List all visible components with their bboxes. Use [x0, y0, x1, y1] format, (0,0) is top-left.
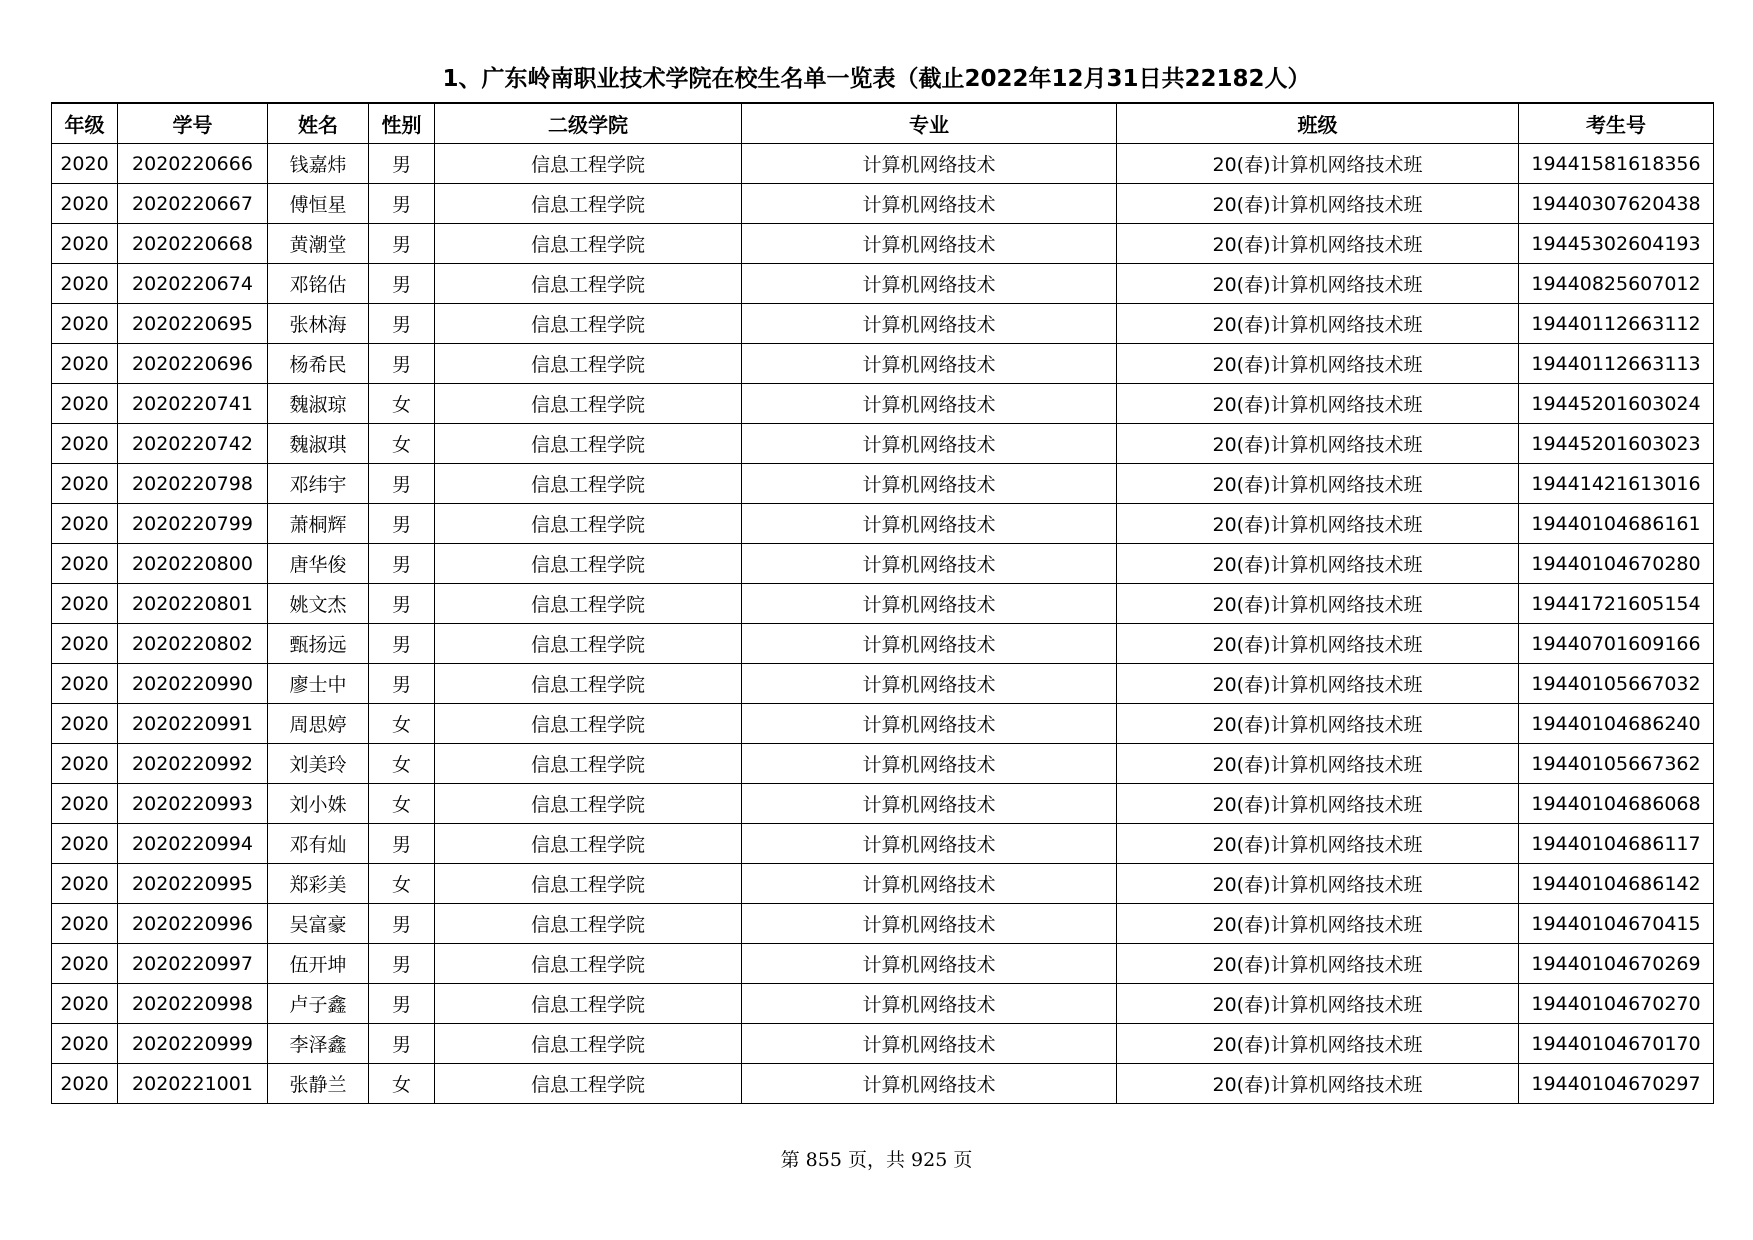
table-header-row — [52, 103, 1714, 144]
grade-cell: 2020 — [52, 224, 118, 264]
exam-number-cell: 19440104686161 — [1519, 504, 1714, 544]
college-cell: 信息工程学院 — [435, 504, 742, 544]
grade-cell: 2020 — [52, 1024, 118, 1064]
major-cell: 计算机网络技术 — [742, 984, 1117, 1024]
table-row — [52, 144, 1714, 184]
gender-cell: 男 — [369, 1024, 435, 1064]
name-cell: 姚文杰 — [268, 584, 369, 624]
student-id-cell: 2020220695 — [118, 304, 268, 344]
table-row — [52, 224, 1714, 264]
exam-number-cell: 19440104670280 — [1519, 544, 1714, 584]
table-row — [52, 424, 1714, 464]
table-row — [52, 824, 1714, 864]
gender-cell: 男 — [369, 504, 435, 544]
exam-number-cell: 19440105667362 — [1519, 744, 1714, 784]
column-header-gender: 性别 — [369, 103, 435, 144]
table-row — [52, 904, 1714, 944]
college-cell: 信息工程学院 — [435, 384, 742, 424]
class-cell: 20(春)计算机网络技术班 — [1117, 664, 1519, 704]
column-header-name: 姓名 — [268, 103, 369, 144]
major-cell: 计算机网络技术 — [742, 264, 1117, 304]
gender-cell: 男 — [369, 184, 435, 224]
name-cell: 杨希民 — [268, 344, 369, 384]
class-cell: 20(春)计算机网络技术班 — [1117, 264, 1519, 304]
grade-cell: 2020 — [52, 504, 118, 544]
major-cell: 计算机网络技术 — [742, 864, 1117, 904]
student-id-cell: 2020220800 — [118, 544, 268, 584]
exam-number-cell: 19440104670297 — [1519, 1064, 1714, 1104]
grade-cell: 2020 — [52, 944, 118, 984]
grade-cell: 2020 — [52, 184, 118, 224]
college-cell: 信息工程学院 — [435, 904, 742, 944]
class-cell: 20(春)计算机网络技术班 — [1117, 704, 1519, 744]
gender-cell: 男 — [369, 304, 435, 344]
grade-cell: 2020 — [52, 264, 118, 304]
name-cell: 魏淑琼 — [268, 384, 369, 424]
page-number: 第 855 页，共 925 页 — [780, 1149, 973, 1171]
class-cell: 20(春)计算机网络技术班 — [1117, 184, 1519, 224]
college-cell: 信息工程学院 — [435, 304, 742, 344]
student-id-cell: 2020220999 — [118, 1024, 268, 1064]
exam-number-cell: 19440104670270 — [1519, 984, 1714, 1024]
college-cell: 信息工程学院 — [435, 784, 742, 824]
college-cell: 信息工程学院 — [435, 744, 742, 784]
major-cell: 计算机网络技术 — [742, 224, 1117, 264]
gender-cell: 男 — [369, 664, 435, 704]
college-cell: 信息工程学院 — [435, 344, 742, 384]
table-row — [52, 664, 1714, 704]
table-row — [52, 624, 1714, 664]
table-row — [52, 584, 1714, 624]
student-id-cell: 2020220674 — [118, 264, 268, 304]
exam-number-cell: 19440104686142 — [1519, 864, 1714, 904]
table-row — [52, 944, 1714, 984]
college-cell: 信息工程学院 — [435, 1064, 742, 1104]
table-row — [52, 864, 1714, 904]
class-cell: 20(春)计算机网络技术班 — [1117, 504, 1519, 544]
gender-cell: 男 — [369, 224, 435, 264]
class-cell: 20(春)计算机网络技术班 — [1117, 944, 1519, 984]
grade-cell: 2020 — [52, 464, 118, 504]
student-id-cell: 2020220990 — [118, 664, 268, 704]
class-cell: 20(春)计算机网络技术班 — [1117, 304, 1519, 344]
exam-number-cell: 19440112663112 — [1519, 304, 1714, 344]
table-row — [52, 384, 1714, 424]
student-id-cell: 2020220666 — [118, 144, 268, 184]
grade-cell: 2020 — [52, 624, 118, 664]
grade-cell: 2020 — [52, 864, 118, 904]
name-cell: 黄潮堂 — [268, 224, 369, 264]
name-cell: 伍开坤 — [268, 944, 369, 984]
college-cell: 信息工程学院 — [435, 1024, 742, 1064]
table-row — [52, 1064, 1714, 1104]
column-header-class: 班级 — [1117, 103, 1519, 144]
name-cell: 钱嘉炜 — [268, 144, 369, 184]
class-cell: 20(春)计算机网络技术班 — [1117, 384, 1519, 424]
name-cell: 周思婷 — [268, 704, 369, 744]
college-cell: 信息工程学院 — [435, 424, 742, 464]
table-row — [52, 784, 1714, 824]
exam-number-cell: 19440104670170 — [1519, 1024, 1714, 1064]
exam-number-cell: 19440104686240 — [1519, 704, 1714, 744]
student-id-cell: 2020220799 — [118, 504, 268, 544]
gender-cell: 女 — [369, 1064, 435, 1104]
exam-number-cell: 19440104670415 — [1519, 904, 1714, 944]
student-id-cell: 2020220996 — [118, 904, 268, 944]
exam-number-cell: 19445201603023 — [1519, 424, 1714, 464]
grade-cell: 2020 — [52, 584, 118, 624]
class-cell: 20(春)计算机网络技术班 — [1117, 544, 1519, 584]
gender-cell: 女 — [369, 384, 435, 424]
major-cell: 计算机网络技术 — [742, 384, 1117, 424]
column-header-student-id: 学号 — [118, 103, 268, 144]
exam-number-cell: 19441721605154 — [1519, 584, 1714, 624]
exam-number-cell: 19440105667032 — [1519, 664, 1714, 704]
gender-cell: 男 — [369, 944, 435, 984]
student-id-cell: 2020220742 — [118, 424, 268, 464]
grade-cell: 2020 — [52, 424, 118, 464]
student-id-cell: 2020220992 — [118, 744, 268, 784]
gender-cell: 女 — [369, 744, 435, 784]
student-id-cell: 2020220696 — [118, 344, 268, 384]
gender-cell: 男 — [369, 624, 435, 664]
grade-cell: 2020 — [52, 824, 118, 864]
gender-cell: 男 — [369, 904, 435, 944]
class-cell: 20(春)计算机网络技术班 — [1117, 144, 1519, 184]
gender-cell: 男 — [369, 144, 435, 184]
gender-cell: 女 — [369, 704, 435, 744]
major-cell: 计算机网络技术 — [742, 464, 1117, 504]
grade-cell: 2020 — [52, 384, 118, 424]
name-cell: 刘美玲 — [268, 744, 369, 784]
table-row — [52, 744, 1714, 784]
gender-cell: 男 — [369, 264, 435, 304]
major-cell: 计算机网络技术 — [742, 784, 1117, 824]
major-cell: 计算机网络技术 — [742, 504, 1117, 544]
name-cell: 邓有灿 — [268, 824, 369, 864]
student-id-cell: 2020220991 — [118, 704, 268, 744]
grade-cell: 2020 — [52, 344, 118, 384]
student-id-cell: 2020220997 — [118, 944, 268, 984]
college-cell: 信息工程学院 — [435, 864, 742, 904]
grade-cell: 2020 — [52, 784, 118, 824]
college-cell: 信息工程学院 — [435, 264, 742, 304]
class-cell: 20(春)计算机网络技术班 — [1117, 624, 1519, 664]
class-cell: 20(春)计算机网络技术班 — [1117, 424, 1519, 464]
class-cell: 20(春)计算机网络技术班 — [1117, 584, 1519, 624]
column-header-college: 二级学院 — [435, 103, 742, 144]
name-cell: 魏淑琪 — [268, 424, 369, 464]
grade-cell: 2020 — [52, 704, 118, 744]
table-row — [52, 984, 1714, 1024]
page-title: 1、广东岭南职业技术学院在校生名单一览表（截止2022年12月31日共22182人） — [442, 66, 1311, 92]
name-cell: 廖士中 — [268, 664, 369, 704]
class-cell: 20(春)计算机网络技术班 — [1117, 1024, 1519, 1064]
student-id-cell: 2020220802 — [118, 624, 268, 664]
exam-number-cell: 19445201603024 — [1519, 384, 1714, 424]
grade-cell: 2020 — [52, 744, 118, 784]
exam-number-cell: 19440104686068 — [1519, 784, 1714, 824]
column-header-major: 专业 — [742, 103, 1117, 144]
class-cell: 20(春)计算机网络技术班 — [1117, 864, 1519, 904]
major-cell: 计算机网络技术 — [742, 1064, 1117, 1104]
exam-number-cell: 19440701609166 — [1519, 624, 1714, 664]
name-cell: 刘小姝 — [268, 784, 369, 824]
major-cell: 计算机网络技术 — [742, 424, 1117, 464]
table-row — [52, 264, 1714, 304]
college-cell: 信息工程学院 — [435, 224, 742, 264]
name-cell: 李泽鑫 — [268, 1024, 369, 1064]
class-cell: 20(春)计算机网络技术班 — [1117, 1064, 1519, 1104]
class-cell: 20(春)计算机网络技术班 — [1117, 984, 1519, 1024]
major-cell: 计算机网络技术 — [742, 664, 1117, 704]
student-id-cell: 2020220993 — [118, 784, 268, 824]
student-id-cell: 2020220798 — [118, 464, 268, 504]
name-cell: 萧桐辉 — [268, 504, 369, 544]
table-row — [52, 304, 1714, 344]
class-cell: 20(春)计算机网络技术班 — [1117, 904, 1519, 944]
student-id-cell: 2020221001 — [118, 1064, 268, 1104]
college-cell: 信息工程学院 — [435, 464, 742, 504]
class-cell: 20(春)计算机网络技术班 — [1117, 464, 1519, 504]
gender-cell: 男 — [369, 344, 435, 384]
major-cell: 计算机网络技术 — [742, 944, 1117, 984]
college-cell: 信息工程学院 — [435, 704, 742, 744]
table-row — [52, 704, 1714, 744]
grade-cell: 2020 — [52, 144, 118, 184]
table-row — [52, 504, 1714, 544]
college-cell: 信息工程学院 — [435, 984, 742, 1024]
name-cell: 甄扬远 — [268, 624, 369, 664]
table-row — [52, 464, 1714, 504]
major-cell: 计算机网络技术 — [742, 344, 1117, 384]
class-cell: 20(春)计算机网络技术班 — [1117, 824, 1519, 864]
student-id-cell: 2020220801 — [118, 584, 268, 624]
student-id-cell: 2020220995 — [118, 864, 268, 904]
name-cell: 傅恒星 — [268, 184, 369, 224]
major-cell: 计算机网络技术 — [742, 304, 1117, 344]
college-cell: 信息工程学院 — [435, 544, 742, 584]
name-cell: 邓铭估 — [268, 264, 369, 304]
college-cell: 信息工程学院 — [435, 624, 742, 664]
grade-cell: 2020 — [52, 1064, 118, 1104]
student-roster-table — [51, 102, 1714, 1104]
table-body — [52, 144, 1714, 1104]
exam-number-cell: 19440112663113 — [1519, 344, 1714, 384]
table-row — [52, 1024, 1714, 1064]
column-header-exam-number: 考生号 — [1519, 103, 1714, 144]
column-header-grade: 年级 — [52, 103, 118, 144]
table-row — [52, 344, 1714, 384]
major-cell: 计算机网络技术 — [742, 744, 1117, 784]
name-cell: 张林海 — [268, 304, 369, 344]
student-id-cell: 2020220998 — [118, 984, 268, 1024]
grade-cell: 2020 — [52, 984, 118, 1024]
grade-cell: 2020 — [52, 664, 118, 704]
exam-number-cell: 19445302604193 — [1519, 224, 1714, 264]
name-cell: 张静兰 — [268, 1064, 369, 1104]
gender-cell: 男 — [369, 544, 435, 584]
major-cell: 计算机网络技术 — [742, 904, 1117, 944]
college-cell: 信息工程学院 — [435, 584, 742, 624]
major-cell: 计算机网络技术 — [742, 544, 1117, 584]
table-row — [52, 184, 1714, 224]
name-cell: 邓纬宇 — [268, 464, 369, 504]
class-cell: 20(春)计算机网络技术班 — [1117, 784, 1519, 824]
college-cell: 信息工程学院 — [435, 664, 742, 704]
major-cell: 计算机网络技术 — [742, 824, 1117, 864]
class-cell: 20(春)计算机网络技术班 — [1117, 744, 1519, 784]
gender-cell: 女 — [369, 784, 435, 824]
major-cell: 计算机网络技术 — [742, 704, 1117, 744]
student-id-cell: 2020220667 — [118, 184, 268, 224]
exam-number-cell: 19440104686117 — [1519, 824, 1714, 864]
student-id-cell: 2020220994 — [118, 824, 268, 864]
grade-cell: 2020 — [52, 304, 118, 344]
exam-number-cell: 19441581618356 — [1519, 144, 1714, 184]
major-cell: 计算机网络技术 — [742, 584, 1117, 624]
college-cell: 信息工程学院 — [435, 944, 742, 984]
exam-number-cell: 19440825607012 — [1519, 264, 1714, 304]
class-cell: 20(春)计算机网络技术班 — [1117, 344, 1519, 384]
major-cell: 计算机网络技术 — [742, 624, 1117, 664]
grade-cell: 2020 — [52, 544, 118, 584]
gender-cell: 女 — [369, 864, 435, 904]
major-cell: 计算机网络技术 — [742, 144, 1117, 184]
major-cell: 计算机网络技术 — [742, 184, 1117, 224]
exam-number-cell: 19441421613016 — [1519, 464, 1714, 504]
grade-cell: 2020 — [52, 904, 118, 944]
exam-number-cell: 19440307620438 — [1519, 184, 1714, 224]
student-id-cell: 2020220668 — [118, 224, 268, 264]
table-row — [52, 544, 1714, 584]
gender-cell: 男 — [369, 584, 435, 624]
gender-cell: 男 — [369, 984, 435, 1024]
student-id-cell: 2020220741 — [118, 384, 268, 424]
name-cell: 卢子鑫 — [268, 984, 369, 1024]
college-cell: 信息工程学院 — [435, 144, 742, 184]
class-cell: 20(春)计算机网络技术班 — [1117, 224, 1519, 264]
exam-number-cell: 19440104670269 — [1519, 944, 1714, 984]
name-cell: 郑彩美 — [268, 864, 369, 904]
college-cell: 信息工程学院 — [435, 824, 742, 864]
gender-cell: 男 — [369, 824, 435, 864]
major-cell: 计算机网络技术 — [742, 1024, 1117, 1064]
college-cell: 信息工程学院 — [435, 184, 742, 224]
gender-cell: 男 — [369, 464, 435, 504]
name-cell: 唐华俊 — [268, 544, 369, 584]
gender-cell: 女 — [369, 424, 435, 464]
name-cell: 吴富豪 — [268, 904, 369, 944]
